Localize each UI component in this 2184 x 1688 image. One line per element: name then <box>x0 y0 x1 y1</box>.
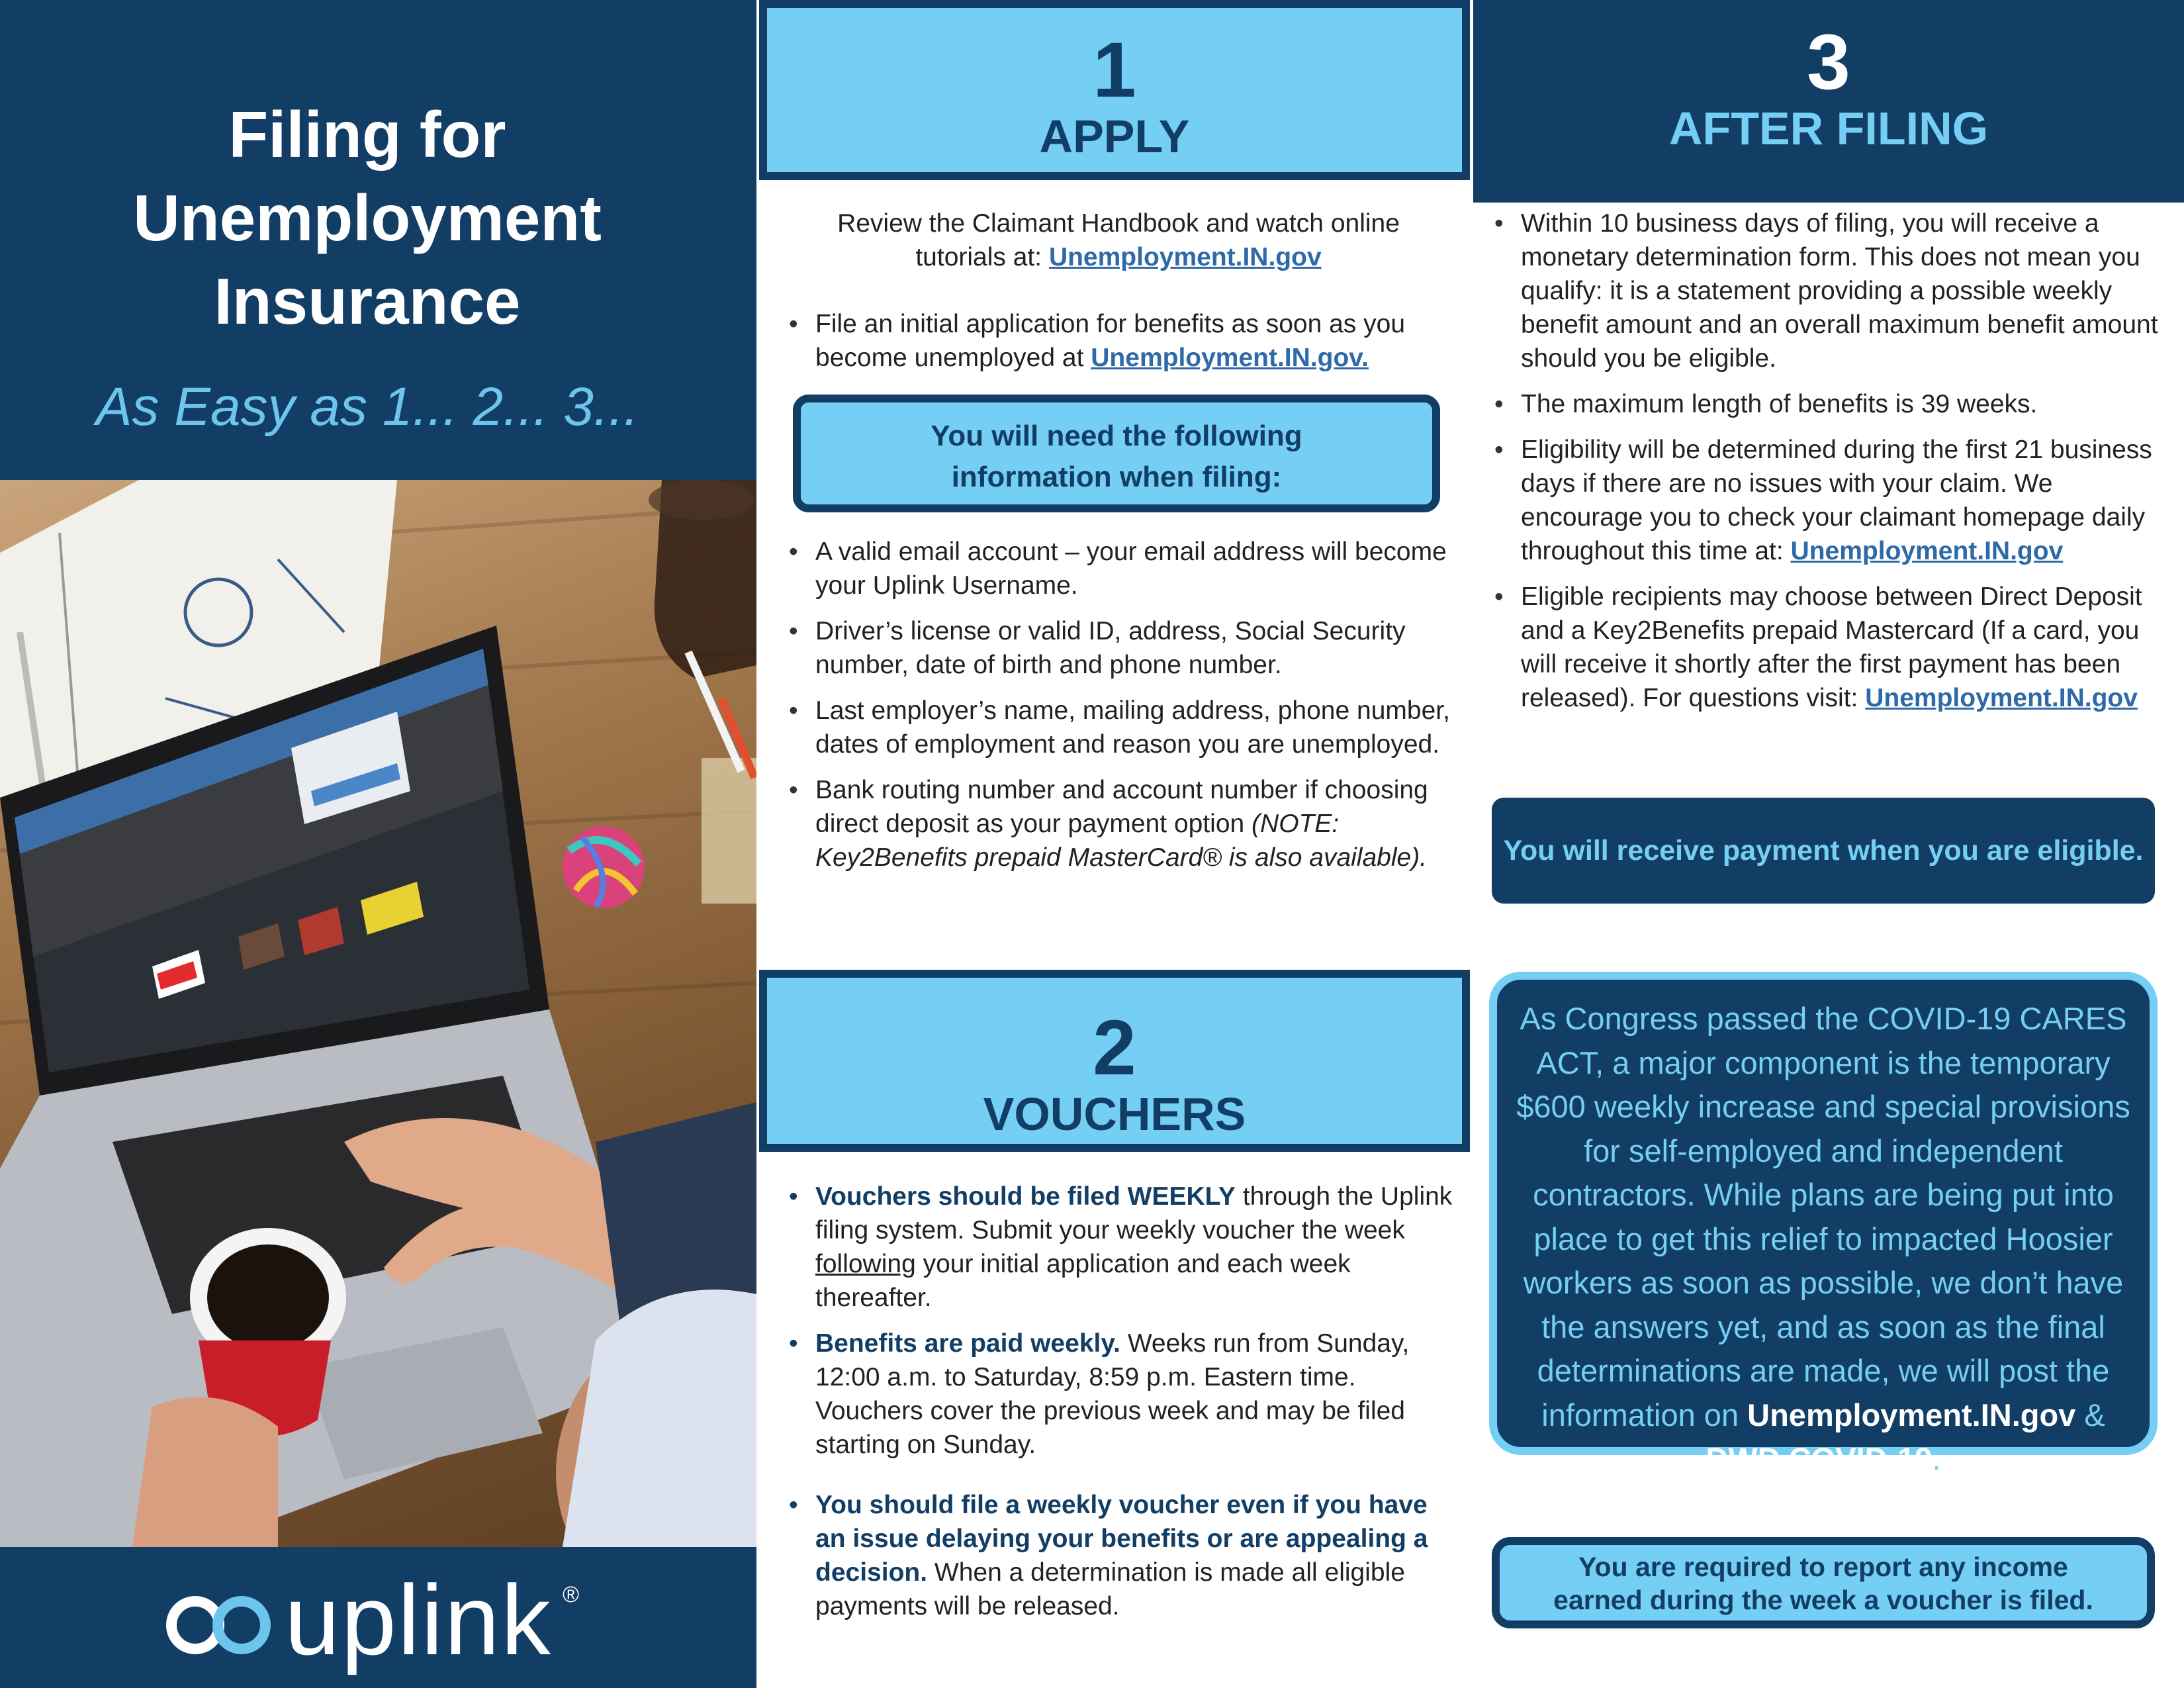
list-item: • Driver’s license or valid ID, address, Social Security number, date of birth and phone number. <box>788 614 1476 682</box>
list-item <box>788 1180 1456 1315</box>
requirements-list <box>788 535 1476 886</box>
bullet-text: When a determination is made all eligible payments will be released. <box>815 1558 1405 1620</box>
homepage-link[interactable]: Unemployment.IN.gov <box>1790 537 2064 565</box>
step-1-label: APPLY <box>1039 111 1190 162</box>
title-line-3: Insurance <box>214 265 521 338</box>
weekly-emphasis: Vouchers should be filed WEEKLY <box>815 1182 1236 1211</box>
subtitle: As Easy as 1... 2... 3... <box>95 377 639 437</box>
bullet-text: File an initial application for benefits as soon as you become unemployed at <box>815 310 1406 372</box>
after-filing-list <box>1493 207 2161 727</box>
step-3-number: 3 <box>1807 19 1850 106</box>
bullet-text: Weeks run from Sunday, 12:00 a.m. to Saturday, 8:59 p.m. Eastern time. Vouchers cover the previous week and may be filed starting on Sunday. <box>815 1329 1410 1459</box>
step-1-file-bullet <box>788 307 1456 387</box>
report-income-callout <box>1492 1537 2155 1628</box>
step-1-intro <box>807 207 1430 274</box>
registered-mark: ® <box>563 1582 580 1607</box>
need-info-callout <box>793 395 1440 512</box>
bank-text: Bank routing number and account number if choosing direct deposit as your payment option <box>815 776 1428 838</box>
questions-link[interactable]: Unemployment.IN.gov <box>1865 684 2138 712</box>
payment-eligible-callout: You will receive payment when you are eligible. <box>1492 798 2155 904</box>
list-item <box>1493 580 2161 715</box>
uplink-logo-icon <box>159 1589 278 1662</box>
list-item: • The maximum length of benefits is 39 weeks. <box>1493 387 2161 421</box>
file-anyway-emphasis: You should file a weekly voucher even if you have an issue delaying your benefits or are appealing a decision. <box>815 1491 1428 1587</box>
cares-text: As Congress passed the COVID-19 CARES ACT, a major component is the temporary $600 weekly increase and special provisions for self-employed and independent contractors. While plans are being put into place to get this relief to impacted Hoosier workers as soon as possible, we don’t have the answers yet, and as soon as the final determinations are made, we will post the information on <box>1516 1001 2130 1432</box>
apply-link[interactable]: Unemployment.IN.gov. <box>1091 344 1369 372</box>
list-item <box>788 1488 1456 1623</box>
step-2-header <box>759 970 1470 1152</box>
bullet-text: Eligible recipients may choose between Direct Deposit and a Key2Benefits prepaid Mastercard (If a card, you will receive it shortly after the first payment has been released). For questions visit: <box>1521 583 2142 712</box>
step-2-number: 2 <box>1093 1004 1136 1092</box>
period: . <box>1932 1441 1941 1476</box>
title-line-2: Unemployment <box>133 181 602 254</box>
intro-text: Review the Claimant Handbook and watch online tutorials at: <box>837 209 1400 271</box>
list-item <box>788 307 1456 375</box>
step-3-label: AFTER FILING <box>1668 103 1989 154</box>
step-2-label: VOUCHERS <box>983 1088 1246 1140</box>
laptop-photo <box>0 480 756 1547</box>
intro-link[interactable]: Unemployment.IN.gov <box>1048 243 1322 271</box>
list-item: • A valid email account – your email address will become your Uplink Username. <box>788 535 1476 602</box>
key2benefits-note: (NOTE: Key2Benefits prepaid MasterCard® is also available). <box>815 810 1428 872</box>
list-item <box>788 773 1476 874</box>
list-item <box>1493 433 2161 568</box>
yarn-ball <box>563 826 645 908</box>
step-1-header <box>759 0 1470 180</box>
report-line-2: earned during the week a voucher is filed. <box>1553 1585 2093 1615</box>
glass-jar <box>649 480 756 679</box>
laptop-desk-illustration <box>0 480 756 1547</box>
page-title <box>0 93 735 343</box>
report-line-1: You are required to report any income <box>1578 1552 2068 1582</box>
following-underline: following <box>815 1250 916 1278</box>
laptop <box>0 626 662 1547</box>
uplink-logo-word: uplink <box>285 1564 552 1675</box>
step-3-header <box>1473 0 2184 203</box>
title-line-1: Filing for <box>228 98 506 171</box>
step-1-number: 1 <box>1093 26 1136 114</box>
list-item: • Within 10 business days of filing, you will receive a monetary determination form. This does not mean you qualify: it is a statement providing a possible weekly benefit amount and an overall maximum benefit amount should you be eligible. <box>1493 207 2161 375</box>
unemployment-site-link[interactable]: Unemployment.IN.gov <box>1747 1397 2076 1432</box>
bullet-text: Eligibility will be determined during the first 21 business days if there are no issues with your claim. We encourage you to check your claimant homepage daily throughout this time at: <box>1521 436 2152 565</box>
pencil-cup <box>688 652 756 904</box>
ampersand: & <box>2075 1397 2105 1432</box>
paid-weekly-emphasis: Benefits are paid weekly. <box>815 1329 1120 1358</box>
dwd-covid-link[interactable]: DWD COVID-19 <box>1706 1441 1933 1476</box>
list-item: • Last employer’s name, mailing address, phone number, dates of employment and reason you are unemployed. <box>788 694 1476 761</box>
cares-act-callout <box>1489 972 2158 1476</box>
need-line-1: You will need the following <box>931 420 1302 452</box>
bullet-text: through the Uplink filing system. Submit your weekly voucher the week <box>815 1182 1453 1244</box>
bullet-text: your initial application and each week thereafter. <box>815 1250 1351 1312</box>
need-line-2: information when filing: <box>951 461 1282 493</box>
voucher-list <box>788 1180 1456 1635</box>
list-item <box>788 1327 1456 1462</box>
